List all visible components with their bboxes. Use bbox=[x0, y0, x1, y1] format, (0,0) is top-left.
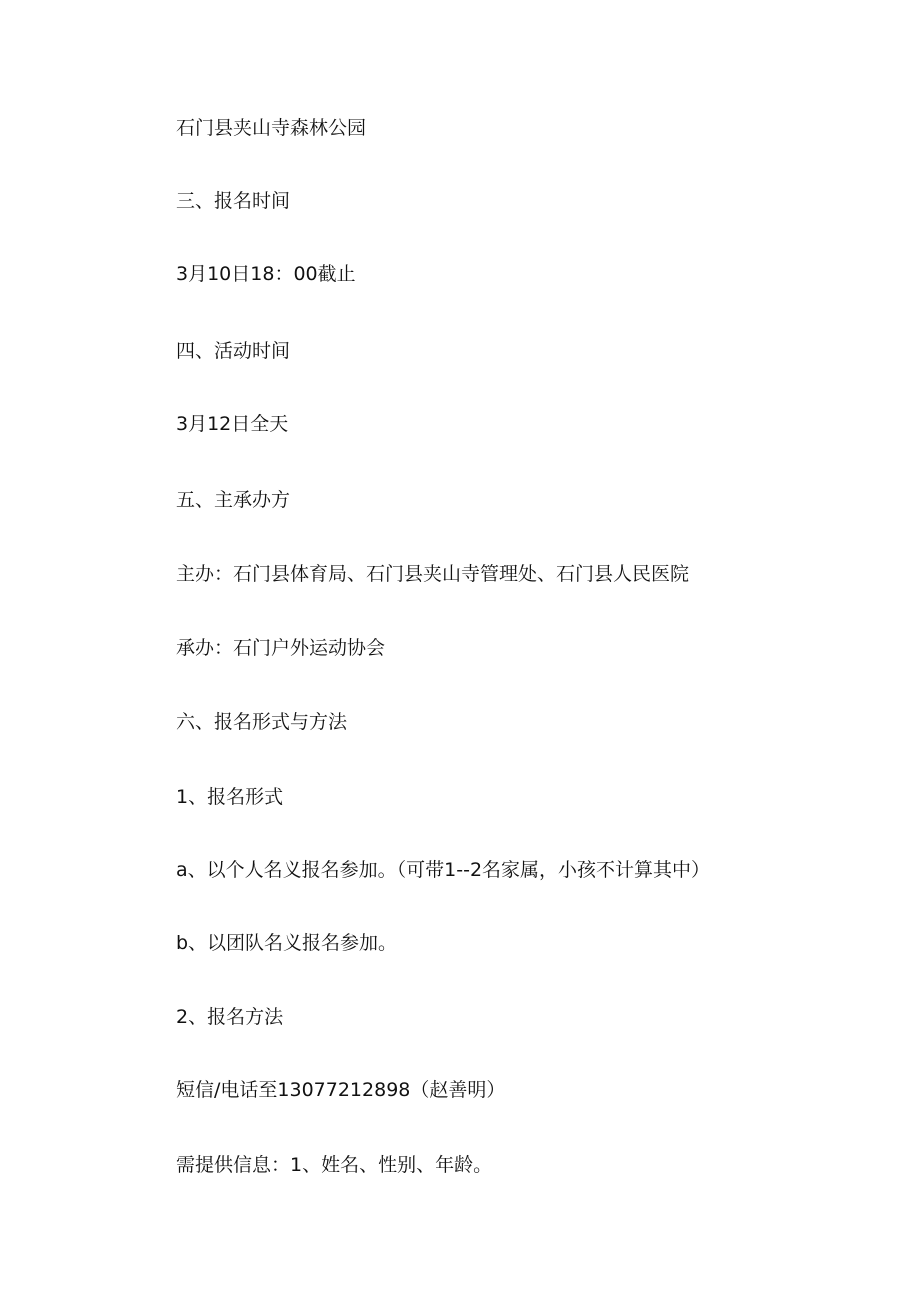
contact-info-text: 短信/电话至13077212898（赵善明） bbox=[176, 1079, 506, 1101]
registration-form-individual: a、以个人名义报名参加。（可带1--2名家属，小孩不计算其中） bbox=[176, 859, 711, 881]
required-info-text: 需提供信息：1、姓名、性别、年龄。 bbox=[176, 1154, 493, 1176]
subheading-registration-form: 1、报名形式 bbox=[176, 786, 284, 808]
venue-text: 石门县夹山寺森林公园 bbox=[176, 117, 367, 139]
section-heading-activity-time: 四、活动时间 bbox=[176, 340, 291, 362]
section-heading-organizers: 五、主承办方 bbox=[176, 489, 291, 511]
section-heading-registration-time: 三、报名时间 bbox=[176, 190, 291, 212]
subheading-registration-method: 2、报名方法 bbox=[176, 1006, 284, 1028]
registration-form-team: b、以团队名义报名参加。 bbox=[176, 932, 398, 954]
registration-deadline-text: 3月10日18：00截止 bbox=[176, 263, 356, 285]
host-organizers-text: 主办：石门县体育局、石门县夹山寺管理处、石门县人民医院 bbox=[176, 563, 690, 585]
section-heading-registration-method: 六、报名形式与方法 bbox=[176, 711, 348, 733]
activity-date-text: 3月12日全天 bbox=[176, 413, 289, 435]
co-organizer-text: 承办：石门户外运动协会 bbox=[176, 637, 386, 659]
